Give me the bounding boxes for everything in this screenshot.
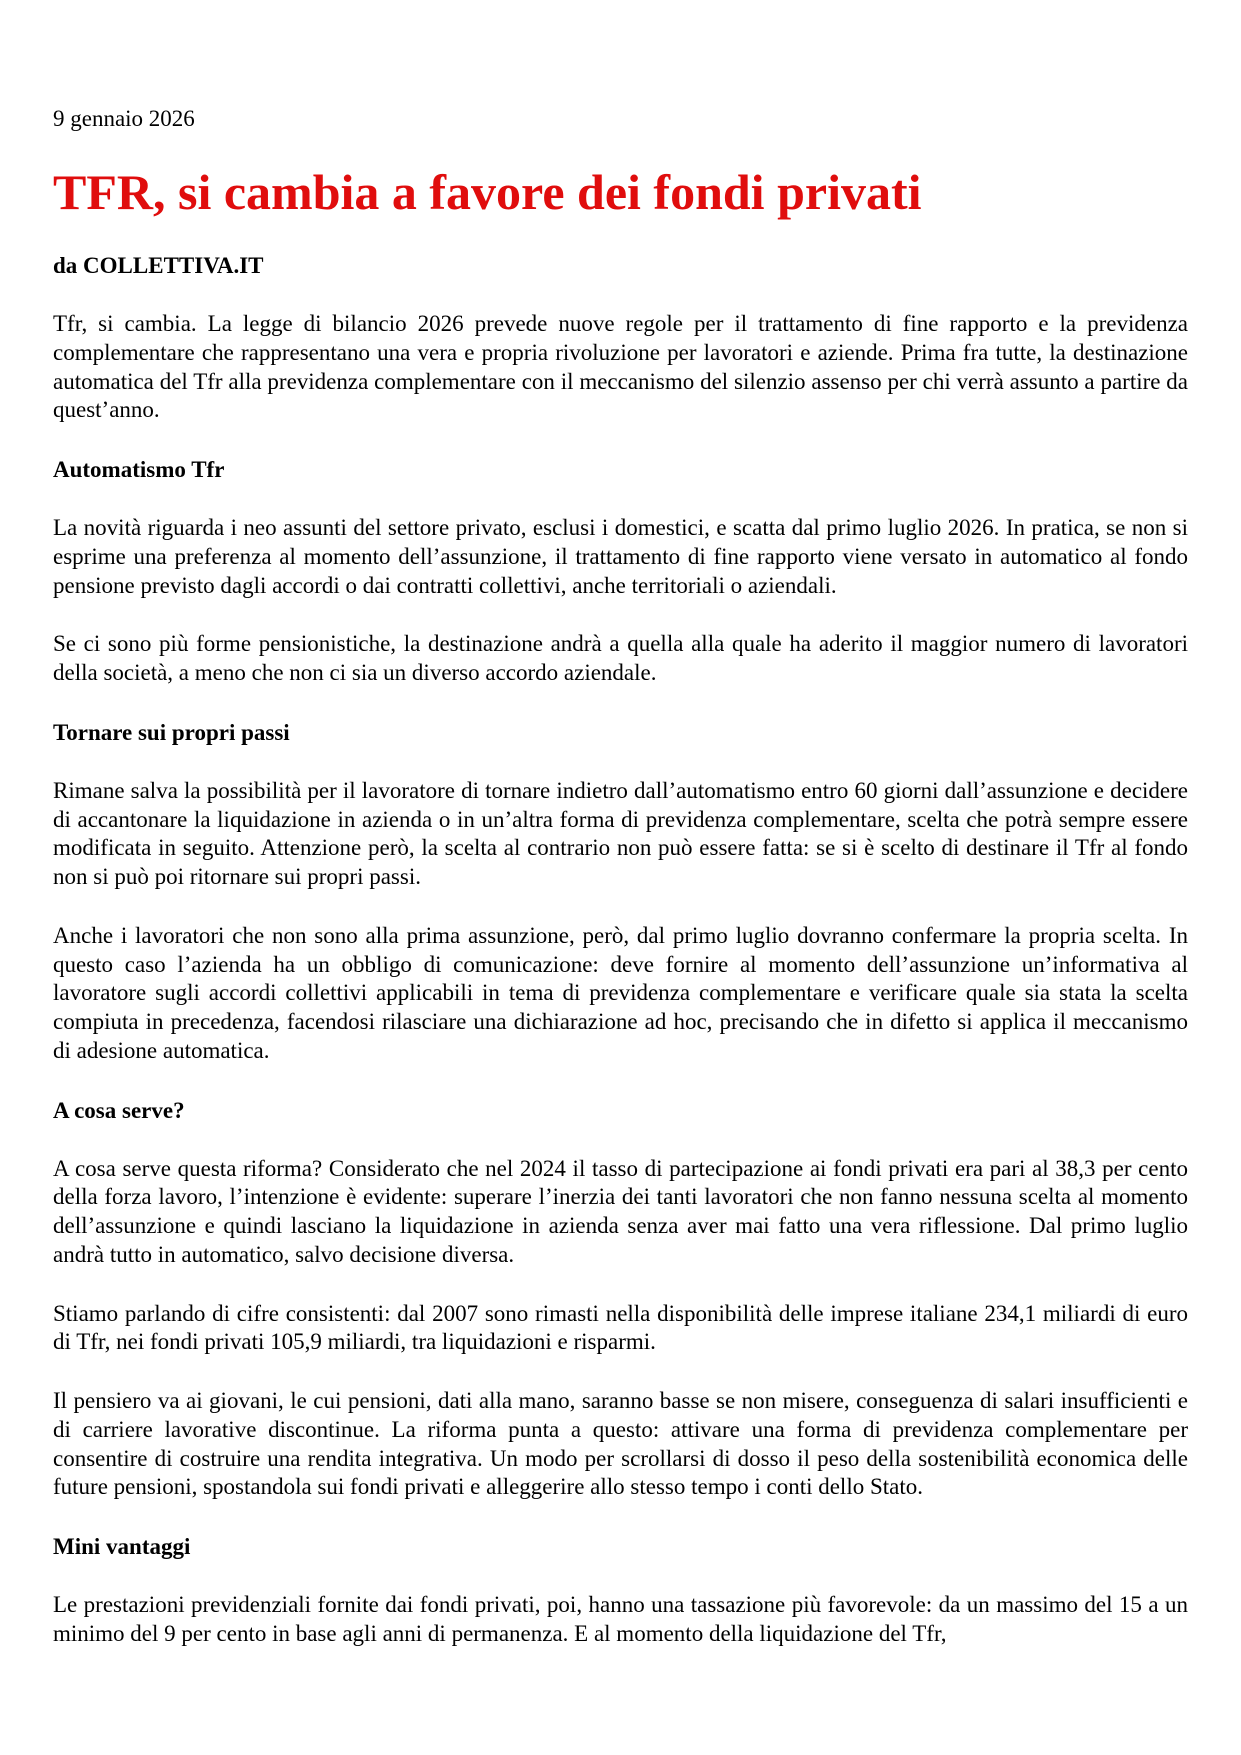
- section-heading-tornare-sui-propri-passi: Tornare sui propri passi: [53, 719, 290, 745]
- section-heading-automatismo-tfr: Automatismo Tfr: [53, 457, 225, 482]
- paragraph: Stiamo parlando di cifre consistenti: dal 2007 sono rimasti nella disponibilità delle imprese italiane 234,1 miliardi di euro di Tfr, nei fondi privati 105,9 miliardi, tra liquidazioni e risparmi.: [53, 1300, 1188, 1355]
- paragraph-intro: Tfr, si cambia. La legge di bilancio 2026 prevede nuove regole per il trattamento di fine rapporto e la previdenza complementare che rappresentano una vera e propria rivoluzione per lavoratori e aziende. Prima fra tutte, la destinazione automatica del Tfr alla previdenza complementare con il meccanismo del silenzio assenso per chi verrà assunto a partire da quest’anno.: [53, 311, 1188, 423]
- paragraph: A cosa serve questa riforma? Considerato che nel 2024 il tasso di partecipazione ai fondi privati era pari al 38,3 per cento della forza lavoro, l’intenzione è evidente: superare l’inerzia dei tanti lavoratori che non fanno nessuna scelta al momento dell’assunzione e quindi lasciano la liquidazione in azienda senza aver mai fatto una vera riflessione. Dal primo luglio andrà tutto in automatico, salvo decisione diversa.: [53, 1155, 1188, 1267]
- paragraph: Rimane salva la possibilità per il lavoratore di tornare indietro dall’automatismo entro 60 giorni dall’assunzione e decidere di accantonare la liquidazione in azienda o in un’altra forma di previdenza complementare, scelta che potrà sempre essere modificata in seguito. Attenzione però, la scelta al contrario non può essere fatta: se si è scelto di destinare il Tfr al fondo non si può poi ritornare sui propri passi.: [53, 777, 1188, 889]
- section-heading-mini-vantaggi: Mini vantaggi: [53, 1534, 191, 1559]
- paragraph: La novità riguarda i neo assunti del settore privato, esclusi i domestici, e scatta dal primo luglio 2026. In pratica, se non si esprime una preferenza al momento dell’assunzione, il trattamento di fine rapporto viene versato in automatico al fondo pensione previsto dagli accordi o dai contratti collettivi, anche territoriali o aziendali.: [53, 515, 1188, 598]
- section-heading-a-cosa-serve: A cosa serve?: [53, 1097, 185, 1123]
- article-byline: da COLLETTIVA.IT: [53, 253, 264, 278]
- paragraph: Se ci sono più forme pensionistiche, la destinazione andrà a quella alla quale ha aderito il maggior numero di lavoratori della società, a meno che non ci sia un diverso accordo aziendale.: [53, 631, 1188, 685]
- article-title: TFR, si cambia a favore dei fondi privati: [53, 164, 922, 220]
- paragraph: Il pensiero va ai giovani, le cui pensioni, dati alla mano, saranno basse se non misere, conseguenza di salari insufficienti e di carriere lavorative discontinue. La riforma punta a questo: attivare una forma di previdenza complementare per consentire di costruire una rendita integrativa. Un modo per scrollarsi di dosso il peso della sostenibilità economica delle future pensioni, spostandola sui fondi privati e alleggerire allo stesso tempo i conti dello Stato.: [53, 1388, 1188, 1500]
- paragraph: Anche i lavoratori che non sono alla prima assunzione, però, dal primo luglio dovranno confermare la propria scelta. In questo caso l’azienda ha un obbligo di comunicazione: deve fornire al momento dell’assunzione un’informativa al lavoratore sugli accordi collettivi applicabili in tema di previdenza complementare e verificare quale sia stata la scelta compiuta in precedenza, facendosi rilasciare una dichiarazione ad hoc, precisando che in difetto si applica il meccanismo di adesione automatica.: [53, 922, 1188, 1063]
- article-date: 9 gennaio 2026: [53, 106, 195, 131]
- paragraph-truncated: Le prestazioni previdenziali fornite dai fondi privati, poi, hanno una tassazione più favorevole: da un massimo del 15 a un minimo del 9 per cento in base agli anni di permanenza. E al momento della liquidazione del Tfr,: [53, 1592, 1188, 1646]
